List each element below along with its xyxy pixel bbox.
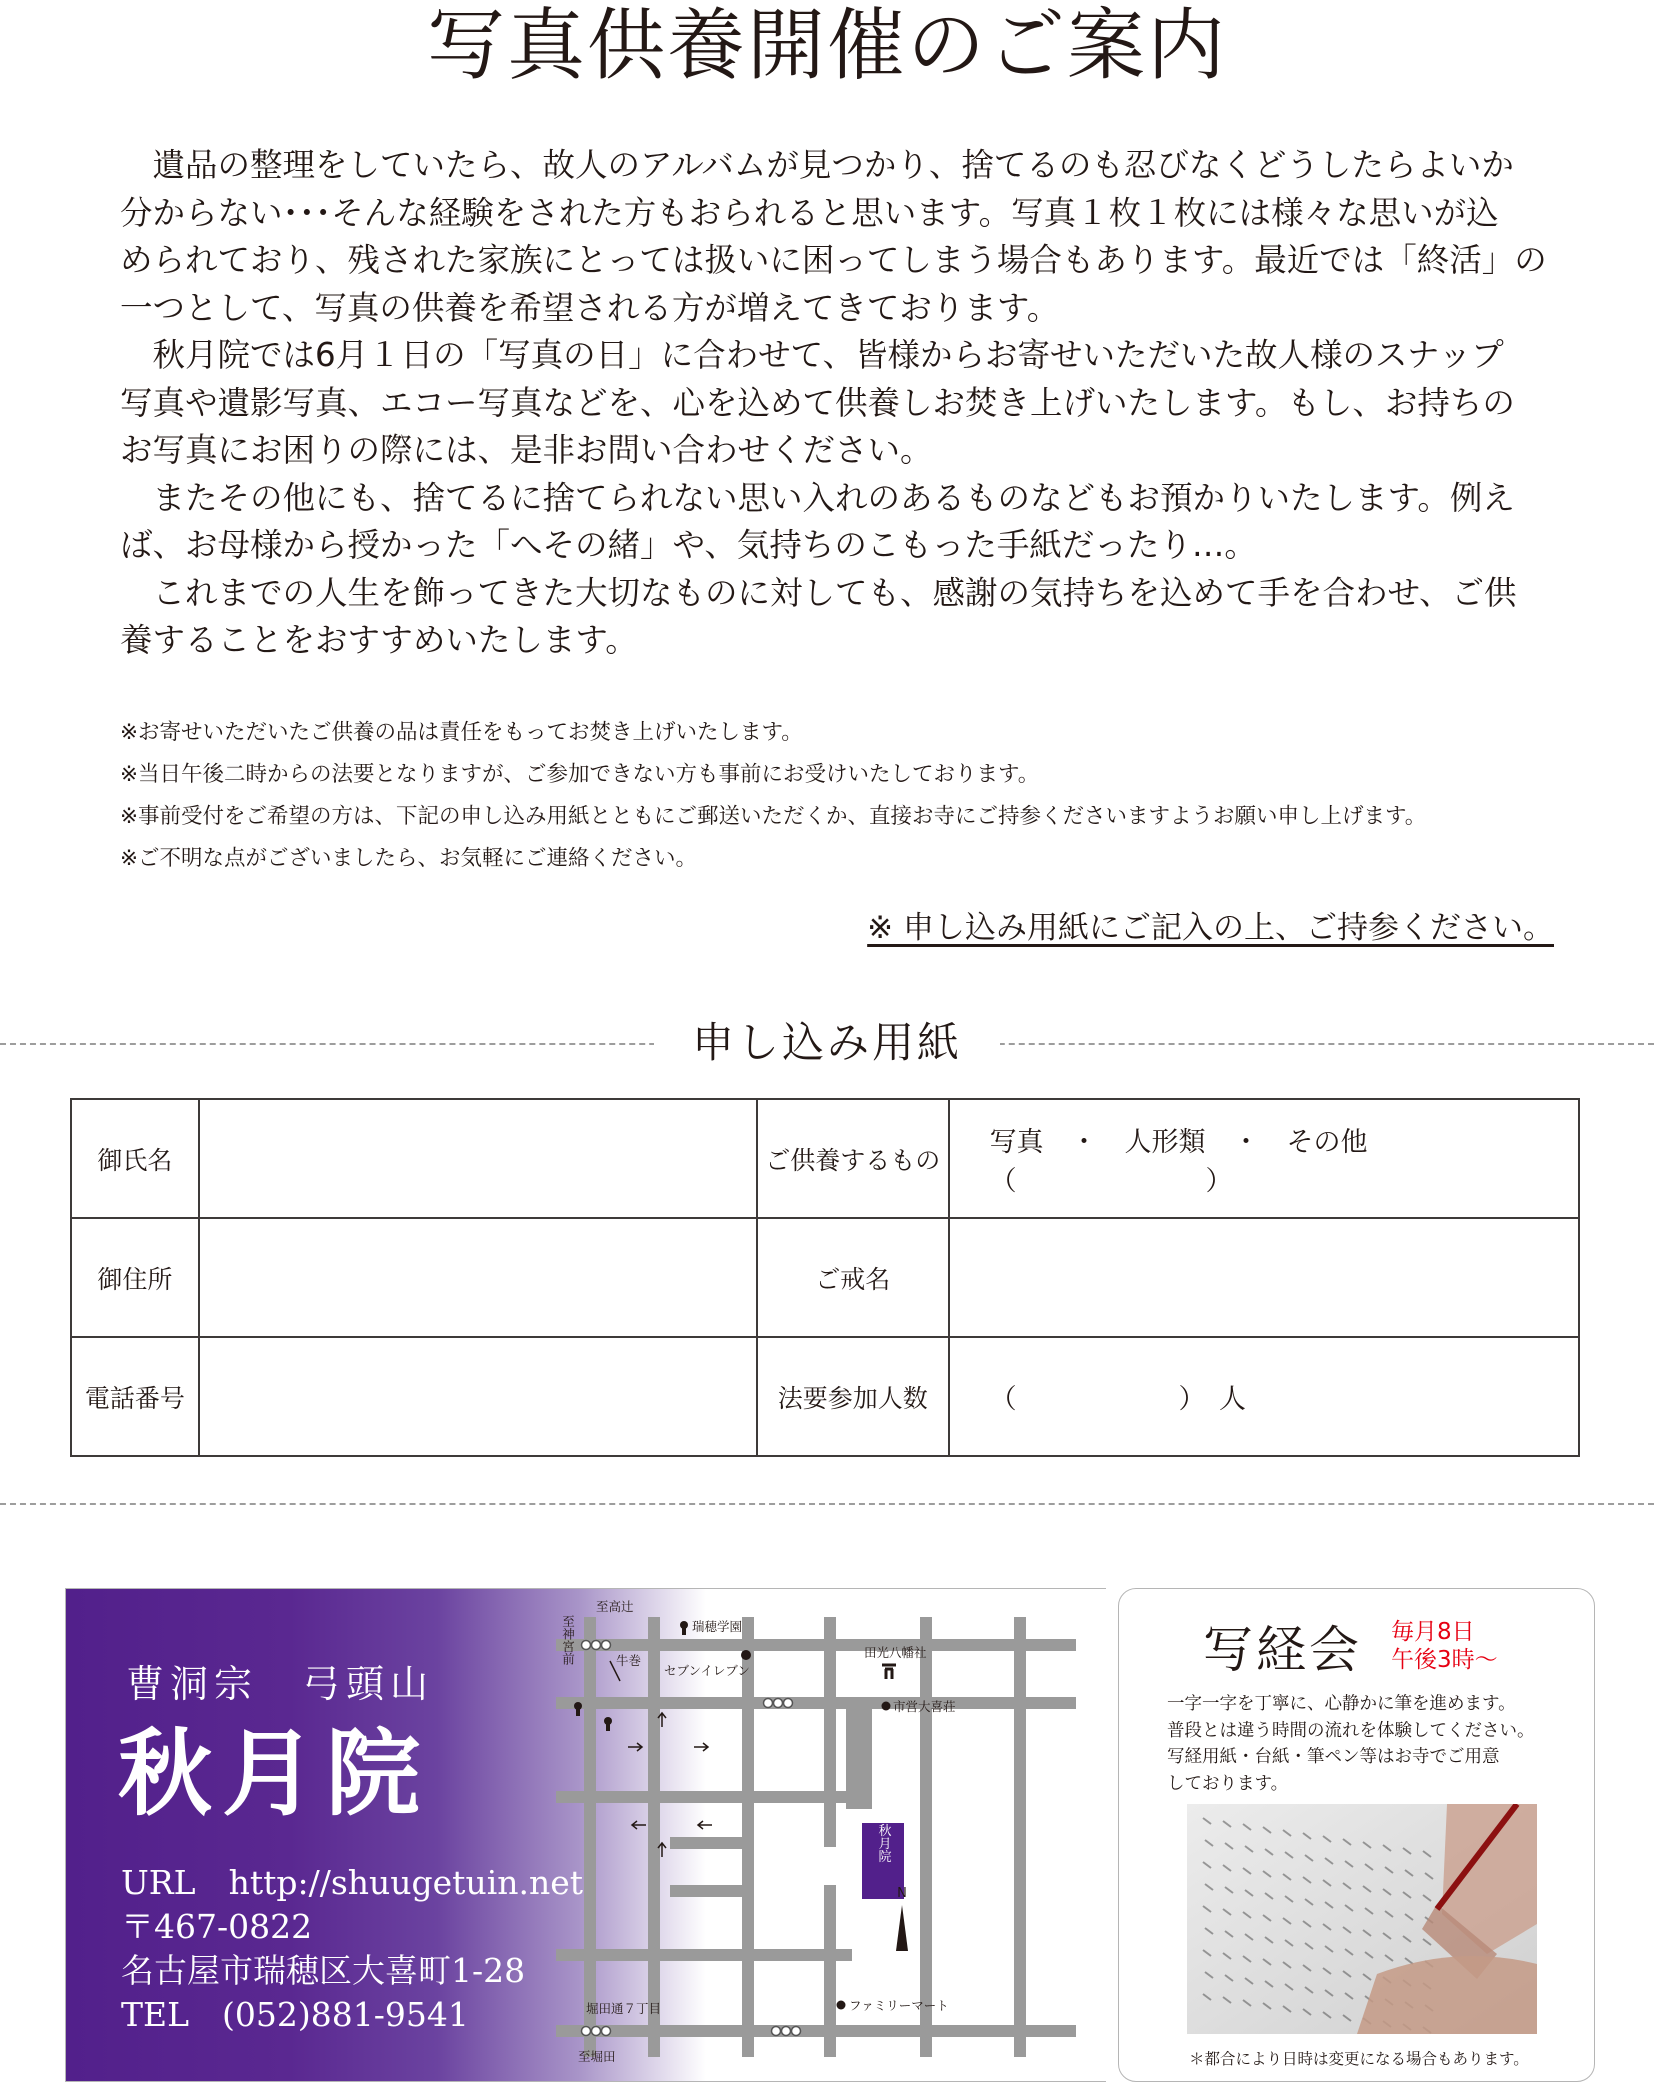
map-label: 至神宮前 xyxy=(560,1615,576,1665)
note-item: ※当日午後二時からの法要となりますが、ご参加できない方も事前にお受けいたしております。 xyxy=(120,762,1040,787)
map-label: 至堀田 xyxy=(578,2049,616,2064)
map-road xyxy=(556,1639,1076,1651)
form-row xyxy=(71,1218,1579,1337)
shakyo-footnote: ＊都合により日時は変更になる場合もあります。 xyxy=(1189,2050,1529,2068)
map-arrows xyxy=(610,1661,712,1857)
intro-line: ば、お母様から授かった「へその緒」や、気持ちのこもった手紙だったり…。 xyxy=(120,526,1257,564)
form-title-wrap xyxy=(0,1013,1654,1073)
note-item: ※事前受付をご希望の方は、下記の申し込み用紙とともにご郵送いただくか、直接お寺にご持参くださいますようお願い申し上げます。 xyxy=(120,804,1427,829)
map-label: 至高辻 xyxy=(596,1599,634,1614)
shakyo-line: 普段とは違う時間の流れを体験してください。 xyxy=(1167,1720,1535,1741)
map-label: 牛巻 xyxy=(616,1653,642,1668)
page-title: 写真供養開催のご案内 xyxy=(426,1,1227,91)
torii-icon xyxy=(882,1665,896,1679)
intro-line: お写真にお困りの際には、是非お問い合わせください。 xyxy=(120,431,933,469)
address-label: 御住所 xyxy=(71,1218,199,1337)
cta-note: ※ 申し込み用紙にご記入の上、ご持参ください。 xyxy=(867,910,1554,946)
intro-line: これまでの人生を飾ってきた大切なものに対しても、感謝の気持ちを込めて手を合わせ、ご供 xyxy=(152,573,1517,612)
intro-line: またその他にも、捨てるに捨てられない思い入れのあるものなどもお預かりいたします。例え xyxy=(152,478,1515,517)
shakyo-box xyxy=(1118,1588,1595,2082)
name-field[interactable] xyxy=(199,1099,757,1218)
intro-paragraph-3 xyxy=(120,475,1540,570)
map-label: ファミリーマート xyxy=(849,1998,949,2013)
attendees-field[interactable]: （ ） 人 xyxy=(949,1337,1579,1456)
intro-line: 一つとして、写真の供養を希望される方が増えてきております。 xyxy=(120,288,1060,327)
north-arrow-icon xyxy=(896,1905,908,1951)
temple-sect: 曹洞宗 弓頭山 xyxy=(126,1662,435,1706)
item-label: ご供養するもの xyxy=(757,1099,949,1218)
access-map xyxy=(546,1589,1106,2081)
address-field[interactable] xyxy=(199,1218,757,1337)
intro-line: 養することをおすすめいたします。 xyxy=(120,621,638,659)
map-label: セブンイレブン xyxy=(664,1663,750,1678)
map-road xyxy=(670,1885,752,1897)
intro-paragraph-4 xyxy=(120,570,1540,665)
intro-text xyxy=(120,142,1547,665)
map-road xyxy=(556,1949,852,1961)
notes-list xyxy=(120,712,1560,880)
attendees-label: 法要参加人数 xyxy=(757,1337,949,1456)
temple-tel: TEL (052)881-9541 xyxy=(121,1995,469,2034)
map-road xyxy=(824,1617,836,1847)
note-item: ※お寄せいただいたご供養の品は責任をもってお焚き上げいたします。 xyxy=(120,720,803,745)
temple-address: 名古屋市瑞穂区大喜町1-28 xyxy=(121,1951,526,1990)
application-form xyxy=(70,1098,1580,1457)
map-label: 市営大喜荘 xyxy=(893,1699,956,1714)
temple-info-box xyxy=(65,1588,1106,2082)
intro-line: められており、残された家族にとっては扱いに困ってしまう場合もあります。最近では「終活」の xyxy=(120,241,1547,279)
shakyo-line: 写経用紙・台紙・筆ペン等はお寺でご用意 xyxy=(1167,1747,1500,1767)
map-road xyxy=(1014,1617,1026,2057)
temple-name: 秋月院 xyxy=(118,1719,431,1829)
kaimyo-label: ご戒名 xyxy=(757,1218,949,1337)
map-roads xyxy=(556,1617,1076,2057)
map-label: 田光八幡社 xyxy=(864,1645,927,1660)
intro-paragraph-2 xyxy=(120,332,1540,475)
map-road xyxy=(584,1617,596,2057)
map-road xyxy=(556,1697,1076,1709)
map-road xyxy=(648,1617,660,2057)
temple-url[interactable]: URL http://shuugetuin.net xyxy=(121,1863,584,1902)
map-label: 堀田通７丁目 xyxy=(586,2001,662,2016)
divider-dashed xyxy=(0,1503,1654,1505)
phone-label: 電話番号 xyxy=(71,1337,199,1456)
intro-line: 写真や遺影写真、エコー写真などを、心を込めて供養しお焚き上げいたします。もし、お持ちの xyxy=(120,383,1515,422)
map-road xyxy=(846,1709,872,1809)
shakyo-schedule-day: 毎月8日 xyxy=(1391,1619,1475,1645)
shakyo-schedule-time: 午後3時～ xyxy=(1391,1647,1498,1673)
shakyo-line: しております。 xyxy=(1167,1773,1289,1794)
form-title: 申し込み用紙 xyxy=(654,1018,1000,1067)
map-label-north: N xyxy=(897,1886,907,1901)
intro-line: 遺品の整理をしていたら、故人のアルバムが見つかり、捨てるのも忍びなくどうしたらよいか xyxy=(152,146,1514,184)
form-row xyxy=(71,1099,1579,1218)
note-item: ※ご不明な点がございましたら、お気軽にご連絡ください。 xyxy=(120,846,698,871)
shakyo-title: 写経会 xyxy=(1203,1621,1362,1679)
kaimyo-field[interactable] xyxy=(949,1218,1579,1337)
shakyo-description xyxy=(1167,1691,1587,1797)
shakyo-line: 一字一字を丁寧に、心静かに筆を進めます。 xyxy=(1167,1694,1516,1714)
map-label: 瑞穂学園 xyxy=(692,1619,743,1634)
intro-line: 分からない･･･そんな経験をされた方もおられると思います。写真１枚１枚には様々な思いが込 xyxy=(120,193,1499,232)
shakyo-photo xyxy=(1187,1804,1537,2034)
name-label: 御氏名 xyxy=(71,1099,199,1218)
map-road xyxy=(670,1837,752,1849)
temple-postal: 〒467-0822 xyxy=(121,1907,313,1946)
map-road xyxy=(920,1617,932,2057)
map-label-temple: 秋月院 xyxy=(875,1823,891,1863)
map-road xyxy=(556,2025,1076,2037)
item-options[interactable]: 写真 ・ 人形類 ・ その他（ ） xyxy=(949,1099,1579,1218)
phone-field[interactable] xyxy=(199,1337,757,1456)
intro-line: 秋月院では6月１日の「写真の日」に合わせて、皆様からお寄せいただいた故人様のスナップ xyxy=(152,336,1504,374)
map-road xyxy=(556,1791,852,1803)
intro-paragraph-1 xyxy=(120,142,1547,332)
form-row xyxy=(71,1337,1579,1456)
